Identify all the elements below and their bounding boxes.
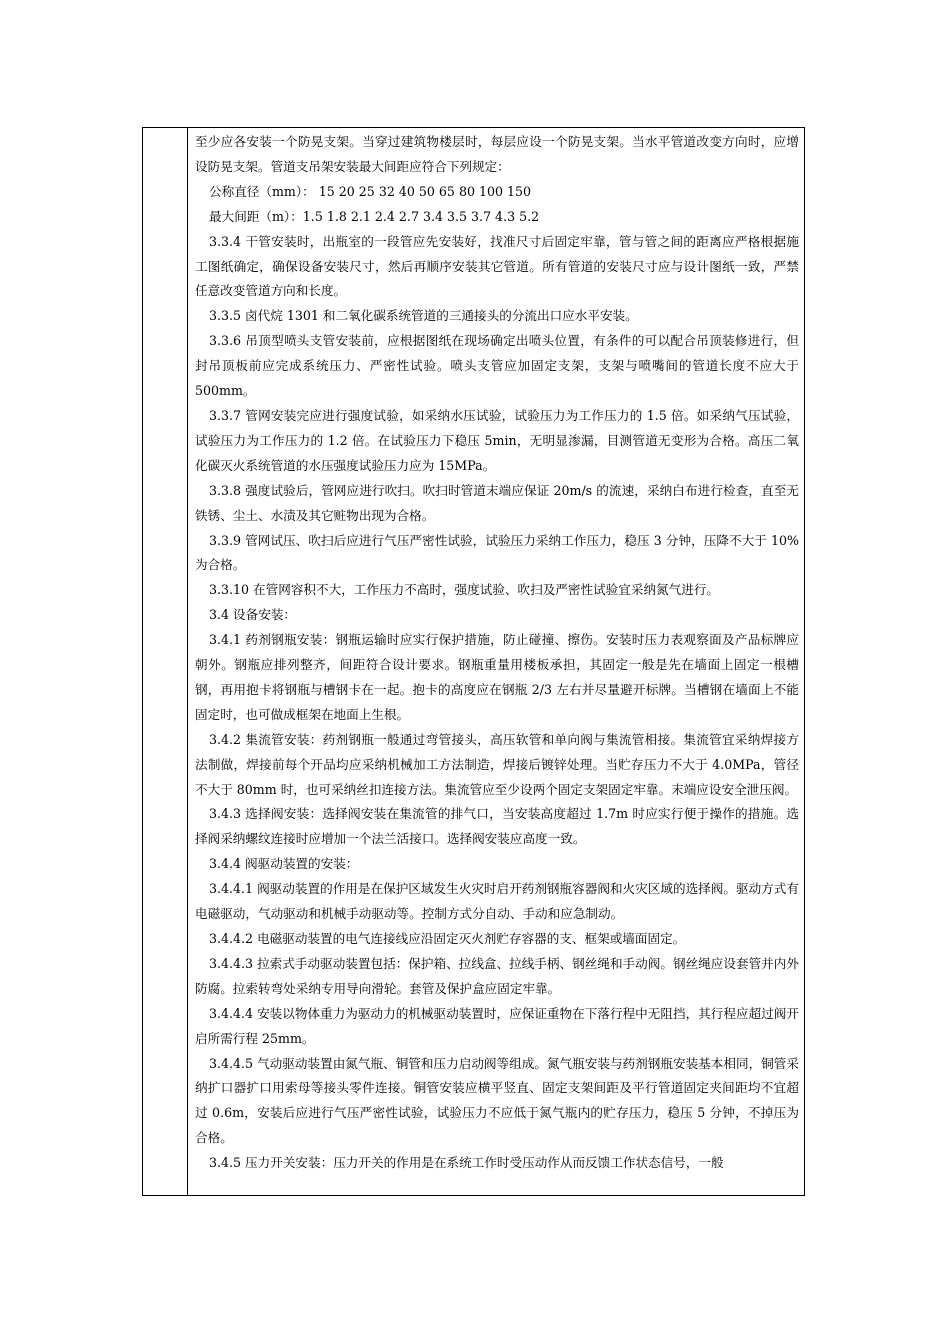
paragraph: 3.3.5 卤代烷 1301 和二氧化碳系统管道的三通接头的分流出口应水平安装。 bbox=[209, 308, 638, 324]
paragraph: 3.4.1 药剂钢瓶安装：钢瓶运输时应实行保护措施，防止碰撞、擦伤。安装时压力表观察面及产品标牌应朝外。钢瓶应排列整齐，间距符合设计要求。钢瓶重量用楼板承担，其固定一般是先在墙面上固定一根槽钢，再用抱卡将钢瓶与槽钢卡在一起。抱卡的高度应在钢瓶 2/3 左右并尽量避开标牌。当槽钢在墙面上不能固定时，也可做成框架在地面上生根。 bbox=[195, 632, 799, 722]
paragraph: 3.4.4.2 电磁驱动装置的电气连接线应沿固定灭火剂贮存容器的支、框架或墙面固定。 bbox=[209, 931, 686, 946]
paragraph: 3.4.5 压力开关安装：压力开关的作用是在系统工作时受压动作从而反馈工作状态信号，一般 bbox=[209, 1155, 724, 1171]
paragraph: 3.3.7 管网安装完应进行强度试验，如采纳水压试验，试验压力为工作压力的 1.5 倍。如采纳气压试验，试验压力为工作压力的 1.2 倍。在试验压力下稳压 5min，无明显渗漏，目测管道无变形为合格。高压二氧化碳灭火系统管道的水压强度试验压力应为 15MPa。 bbox=[195, 407, 799, 473]
paragraph: 3.4.2 集流管安装：药剂钢瓶一般通过弯管接头，高压软管和单向阀与集流管相接。集流管宜采纳焊接方法制做，焊接前每个开品均应采纳机械加工方法制造，焊接后镀锌处理。当贮存压力不大于 4.0MPa，管径不大于 80mm 时，也可采纳丝扣连接方法。集流管应至少设两个固定支架固定牢靠。末端应设安全泄压阀。 bbox=[195, 731, 799, 797]
paragraph: 3.4.4.3 拉索式手动驱动装置包括：保护箱、拉线盒、拉线手柄、钢丝绳和手动阀。钢丝绳应设套管并内外防腐。拉索转弯处采纳专用导向滑轮。套管及保护盒应固定牢靠。 bbox=[195, 955, 799, 996]
paragraph: 最大间距（m）：1.5 1.8 2.1 2.4 2.7 3.4 3.5 3.7 4.3 5.2 bbox=[209, 208, 540, 224]
section-heading: 3.4.4 阀驱动装置的安装： bbox=[209, 856, 359, 872]
column-divider bbox=[187, 128, 188, 1195]
paragraph: 3.3.6 吊顶型喷头支管安装前，应根据图纸在现场确定出喷头位置，有条件的可以配合吊顶装修进行，但封吊顶板前应完成系统压力、严密性试验。喷头支管应加固定支架，支架与喷嘴间的管道长度不应大于 500mm。 bbox=[195, 333, 799, 399]
paragraph: 3.4.4.4 安装以物体重力为驱动力的机械驱动装置时，应保证重物在下落行程中无阻挡，其行程应超过阀开启所需行程 25mm。 bbox=[195, 1005, 799, 1046]
paragraph: 公称直径（mm）： 15 20 25 32 40 50 65 80 100 150 bbox=[209, 183, 532, 199]
paragraph: 至少应各安装一个防晃支架。当穿过建筑物楼层时，每层应设一个防晃支架。当水平管道改变方向时，应增设防晃支架。管道支吊架安装最大间距应符合下列规定： bbox=[195, 134, 799, 174]
paragraph: 3.3.8 强度试验后，管网应进行吹扫。吹扫时管道末端应保证 20m/s 的流速，采纳白布进行检查，直至无铁锈、尘土、水渍及其它赃物出现为合格。 bbox=[195, 482, 799, 523]
paragraph: 3.4.4.1 阀驱动装置的作用是在保护区域发生火灾时启开药剂钢瓶容器阀和火灾区域的选择阀。驱动方式有电磁驱动，气动驱动和机械手动驱动等。控制方式分自动、手动和应急制动。 bbox=[195, 881, 799, 922]
table-frame bbox=[142, 127, 805, 1196]
paragraph: 3.4.4.5 气动驱动装置由氮气瓶、铜管和压力启动阀等组成。氮气瓶安装与药剂钢瓶安装基本相同，铜管采纳扩口器扩口用索母等接头零件连接。铜管安装应横平竖直、固定支架间距及平行管道固定夹间距均不宜超过 0.6m，安装后应进行气压严密性试验，试验压力不应低于氮气瓶内的贮存压力，稳压 5 分钟，不掉压为合格。 bbox=[195, 1055, 799, 1146]
paragraph: 3.4.3 选择阀安装：选择阀安装在集流管的排气口，当安装高度超过 1.7m 时应实行便于操作的措施。选择阀采纳螺纹连接时应增加一个法兰活接口。选择阀安装应高度一致。 bbox=[195, 806, 799, 847]
table-content-cell bbox=[195, 130, 799, 1176]
paragraph: 3.3.10 在管网容积不大，工作压力不高时，强度试验、吹扫及严密性试验宜采纳氮气进行。 bbox=[209, 582, 720, 598]
paragraph: 3.3.9 管网试压、吹扫后应进行气压严密性试验，试验压力采纳工作压力，稳压 3 分钟，压降不大于 10%为合格。 bbox=[195, 532, 799, 573]
paragraph: 3.3.4 干管安装时，出瓶室的一段管应先安装好，找准尺寸后固定牢靠，管与管之间的距离应严格根据施工图纸确定，确保设备安装尺寸，然后再顺序安装其它管道。所有管道的安装尺寸应与设计图纸一致，严禁任意改变管道方向和长度。 bbox=[195, 233, 799, 299]
section-heading: 3.4 设备安装： bbox=[209, 607, 297, 623]
